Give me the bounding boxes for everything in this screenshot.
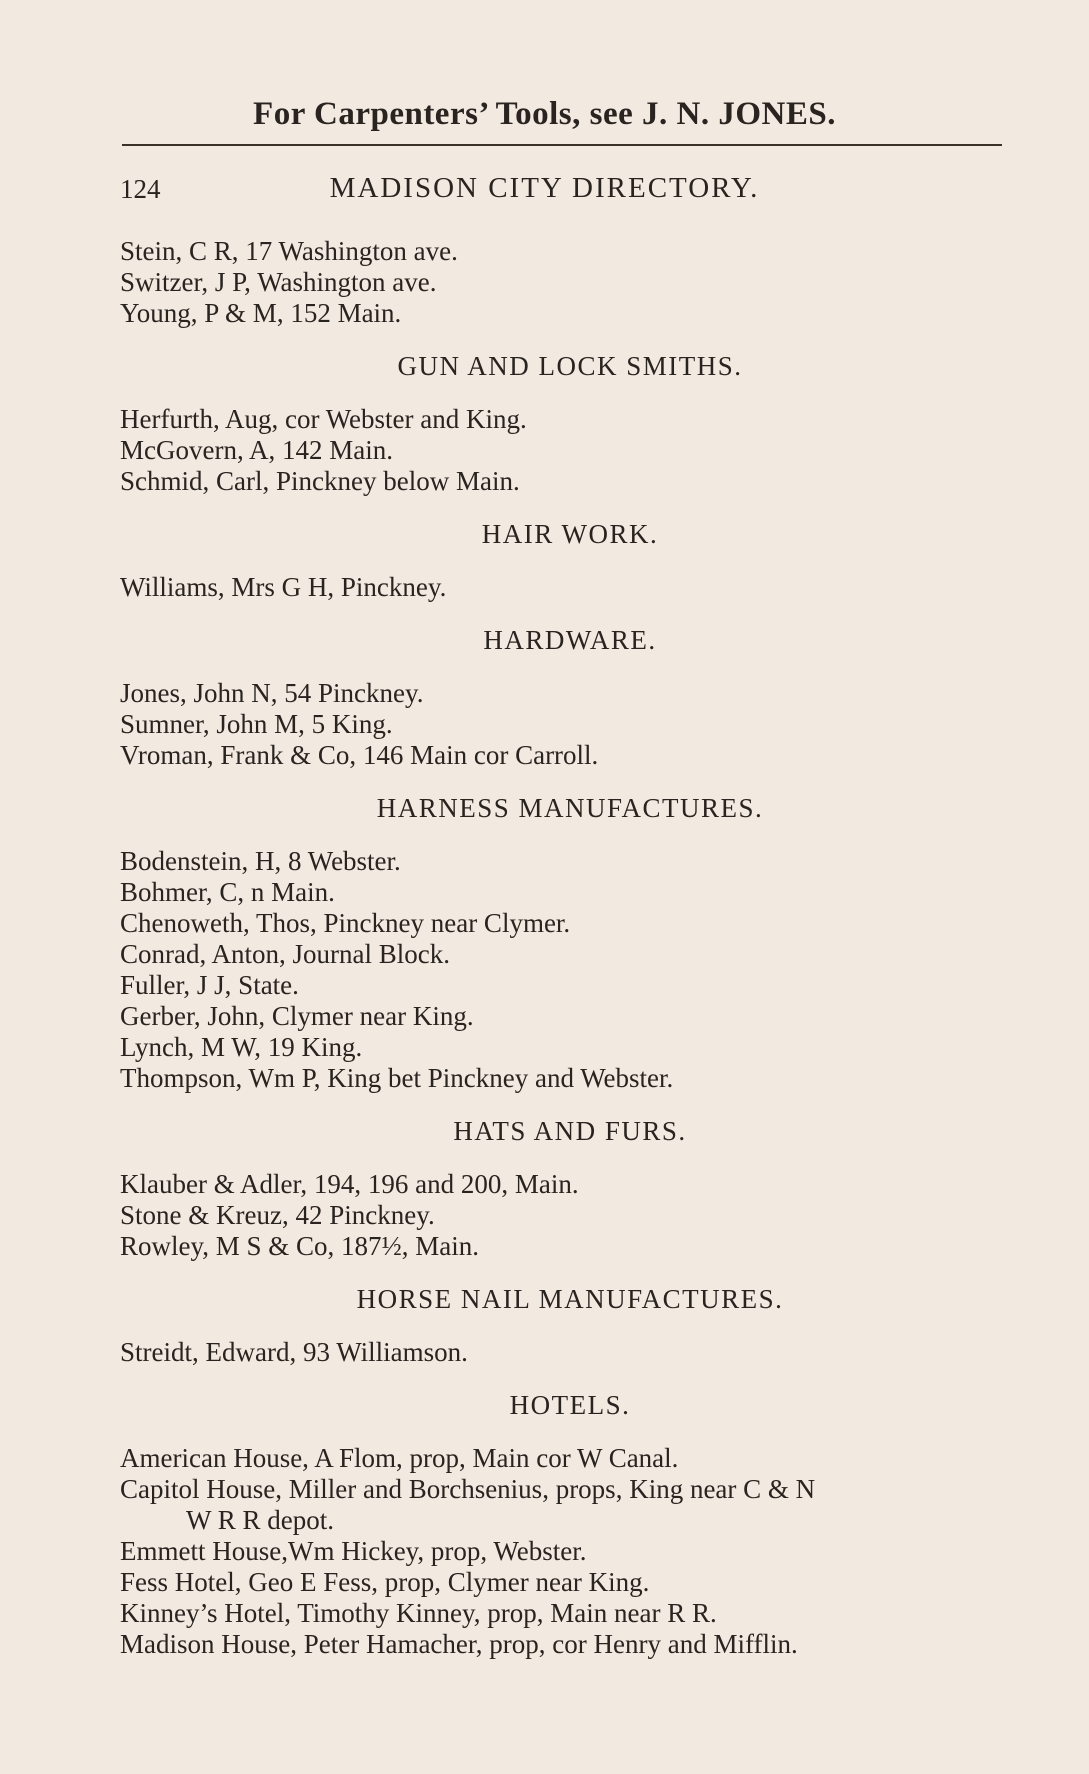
listing-entry: Vroman, Frank & Co, 146 Main cor Carroll. xyxy=(120,740,599,770)
section-continued xyxy=(120,236,1020,329)
section-heading: HAIR WORK. xyxy=(481,519,659,549)
listing-entry: Switzer, J P, Washington ave. xyxy=(120,267,437,297)
section-heading: HATS AND FURS. xyxy=(453,1116,687,1146)
section-harness-manufactures xyxy=(120,793,1020,1094)
advertisement-header: For Carpenters’ Tools, see J. N. JONES. xyxy=(253,96,836,132)
listing-entry: Kinney’s Hotel, Timothy Kinney, prop, Main near R R. xyxy=(120,1598,717,1628)
listing-entry: Herfurth, Aug, cor Webster and King. xyxy=(120,404,527,434)
section-horse-nail-manufactures xyxy=(120,1284,1020,1368)
section-hotels xyxy=(120,1390,1020,1660)
listing-entry: Fuller, J J, State. xyxy=(120,970,299,1000)
listing-entry: Schmid, Carl, Pinckney below Main. xyxy=(120,466,520,496)
listing-entry: Capitol House, Miller and Borchsenius, props, King near C & N xyxy=(120,1474,816,1504)
listing-entry: Thompson, Wm P, King bet Pinckney and Webster. xyxy=(120,1063,674,1093)
listing-entry: Streidt, Edward, 93 Williamson. xyxy=(120,1337,468,1367)
section-heading: HORSE NAIL MANUFACTURES. xyxy=(356,1284,784,1314)
listing-entry: Bodenstein, H, 8 Webster. xyxy=(120,846,401,876)
listing-entry: Emmett House,Wm Hickey, prop, Webster. xyxy=(120,1536,587,1566)
section-heading: GUN AND LOCK SMITHS. xyxy=(397,351,743,381)
section-heading: HOTELS. xyxy=(509,1390,631,1420)
section-hats-and-furs xyxy=(120,1116,1020,1262)
directory-title: MADISON CITY DIRECTORY. xyxy=(329,172,760,204)
listing-entry: Rowley, M S & Co, 187½, Main. xyxy=(120,1231,480,1261)
listing-entry: Williams, Mrs G H, Pinckney. xyxy=(120,572,447,602)
listing-entry: Chenoweth, Thos, Pinckney near Clymer. xyxy=(120,908,571,938)
directory-listing xyxy=(120,236,1020,1660)
listing-entry: Fess Hotel, Geo E Fess, prop, Clymer near King. xyxy=(120,1567,650,1597)
section-heading: HARDWARE. xyxy=(483,625,657,655)
listing-entry: Stone & Kreuz, 42 Pinckney. xyxy=(120,1200,435,1230)
listing-entry: American House, A Flom, prop, Main cor W Canal. xyxy=(120,1443,679,1473)
listing-entry: Lynch, M W, 19 King. xyxy=(120,1032,363,1062)
listing-entry: Gerber, John, Clymer near King. xyxy=(120,1001,474,1031)
section-hardware xyxy=(120,625,1020,771)
listing-entry: Young, P & M, 152 Main. xyxy=(120,298,402,328)
listing-entry: McGovern, A, 142 Main. xyxy=(120,435,393,465)
listing-entry: Sumner, John M, 5 King. xyxy=(120,709,393,739)
listing-entry-continuation: W R R depot. xyxy=(186,1505,334,1535)
listing-entry: Conrad, Anton, Journal Block. xyxy=(120,939,450,969)
listing-entry: Bohmer, C, n Main. xyxy=(120,877,335,907)
header-rule xyxy=(122,144,1002,146)
listing-entry: Klauber & Adler, 194, 196 and 200, Main. xyxy=(120,1169,579,1199)
section-hair-work xyxy=(120,519,1020,603)
listing-entry: Jones, John N, 54 Pinckney. xyxy=(120,678,424,708)
listing-entry: Stein, C R, 17 Washington ave. xyxy=(120,236,458,266)
page-number: 124 xyxy=(120,174,161,204)
section-heading: HARNESS MANUFACTURES. xyxy=(376,793,764,823)
listing-entry: Madison House, Peter Hamacher, prop, cor Henry and Mifflin. xyxy=(120,1629,798,1659)
section-gun-and-lock-smiths xyxy=(120,351,1020,497)
